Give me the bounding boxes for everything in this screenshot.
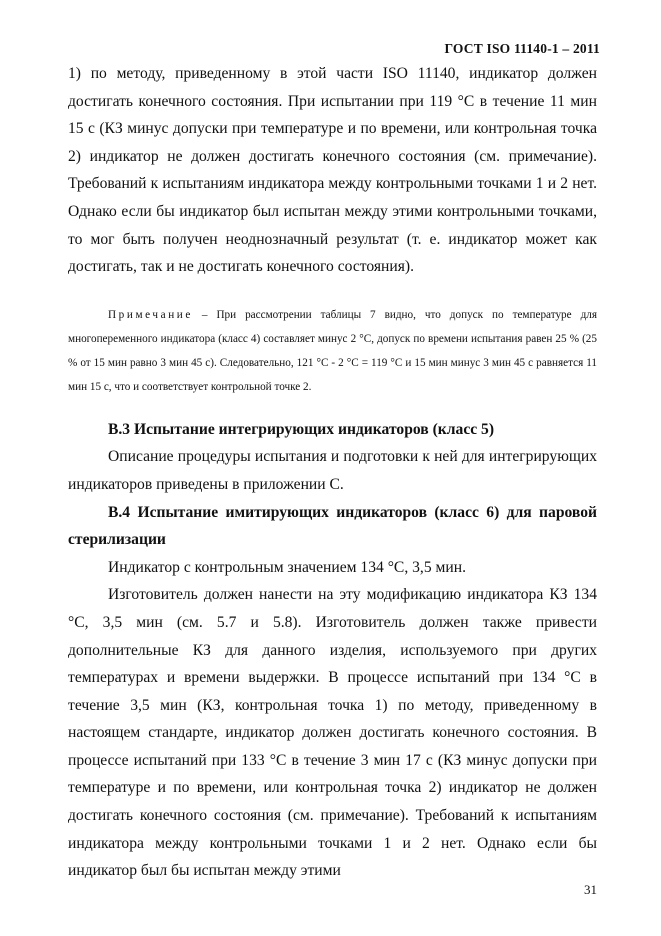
section-heading-b3: В.3 Испытание интегрирующих индикаторов (класс 5) bbox=[108, 420, 495, 438]
paragraph-b3: Описание процедуры испытания и подготовки к ней для интегрирующих индикаторов приведены в приложении С. bbox=[68, 448, 597, 493]
paragraph-b4-indicator: Индикатор с контрольным значением 134 °С, 3,5 мин. bbox=[108, 558, 466, 576]
section-heading-b4: В.4 Испытание имитирующих индикаторов (класс 6) для паровой стерилизации bbox=[68, 503, 597, 549]
note-label: Примечание bbox=[108, 308, 193, 321]
note-paragraph bbox=[68, 303, 597, 399]
page-number: 31 bbox=[584, 882, 597, 897]
note-text: – При рассмотрении таблицы 7 видно, что допуск по температуре для многопеременного индикатора (класс 4) составляет минус 2 °С, допуск по времени испытания равен 25 % (25 % от 15 мин равно 3 мин 45 с). Следовательно, 121 °С - 2 °С = 119 °С и 15 мин минус 3 мин 45 с равняется 11 мин 15 с, что и соответствует контрольной точке 2. bbox=[68, 308, 597, 393]
document-header: ГОСТ ISO 11140-1 – 2011 bbox=[444, 41, 600, 56]
paragraph-continued: 1) по методу, приведенному в этой части ISO 11140, индикатор должен достигать конечного состояния. При испытании при 119 °С в течение 11 мин 15 с (КЗ минус допуски при температуре и по времени, или контрольная точка 2) индикатор не должен достигать конечного состояния (см. примечание). Требований к испытаниям индикатора между контрольными точками 1 и 2 нет. Однако если бы индикатор был испытан между этими контрольными точками, то мог быть получен неоднозначный результат (т. е. индикатор может как достигать, так и не достигать конечного состояния). bbox=[68, 65, 597, 276]
page-body bbox=[68, 60, 597, 885]
paragraph-b4-manufacturer: Изготовитель должен нанести на эту модификацию индикатора КЗ 134 °С, 3,5 мин (см. 5.7 и 5.8). Изготовитель должен также привести дополнительные КЗ для данного изделия, используемого при других температурах и времени выдержки. В процессе испытаний при 134 °С в течение 3,5 мин (КЗ, контрольная точка 1) по методу, приведенному в настоящем стандарте, индикатор должен достигать конечного состояния. В процессе испытаний при 133 °С в течение 3 мин 17 с (КЗ минус допуски при температуре и по времени, или контрольная точка 2) индикатор не должен достигать конечного состояния (см. примечание). Требований к испытаниям индикатора между контрольными точками 1 и 2 нет. Однако если бы индикатор был бы испытан между этими bbox=[68, 586, 597, 880]
